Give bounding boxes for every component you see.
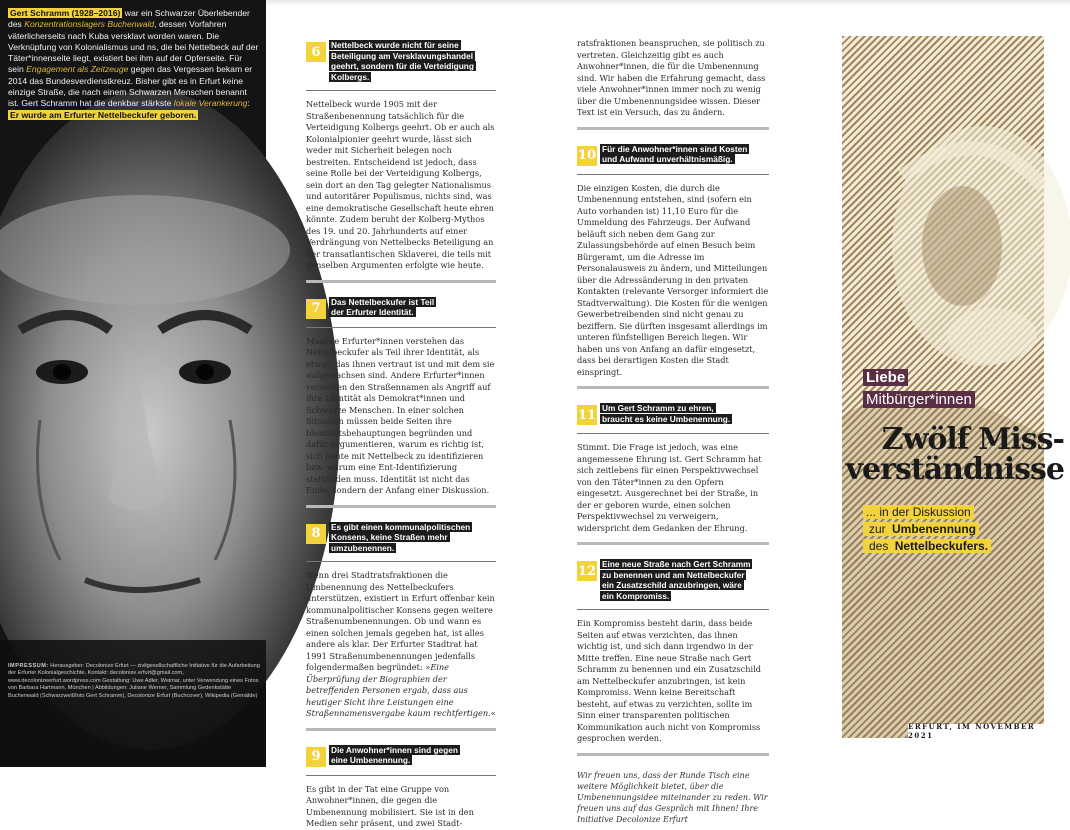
closing-note: Wir freuen uns, dass der Runde Tisch eine weitere Möglichkeit bietet, über die Umbenennungsidee miteinander zu reden. Wir freuen uns auf das Gespräch mit Ihnen! Ihre Initiative Decolonize Erfurt [577,770,768,825]
column-1 [306,40,496,830]
divider [306,775,496,776]
item-body: Stimmt. Die Frage ist jedoch, was eine angemessene Ehrung ist. Gert Schramm hat sich zeitlebens für einen Perspektivwechsel von den Täter*innen zu den Opfern eingesetzt. Ausgerechnet bei der Straße, in der er geboren wurde, einen solchen Perspektivwechsel zu verweigern, widerspricht dem Gedanken der Ehrung. [577,442,762,533]
item-body: Es gibt in der Tat eine Gruppe von Anwohner*innen, die gegen die Umbenennung mobilisiert. Sie ist in den Medien sehr präsent, und zwei Stadt- [306,783,474,828]
greeting-mitbuerger: Mitbürger*innen [863,390,975,410]
divider [306,561,496,562]
divider [306,728,496,731]
item-heading: Für die Anwohner*innen sind Kosten und Aufwand unverhältnismäßig. [602,143,748,164]
intro-highlight: Er wurde am Erfurter Nettelbeckufer geboren. [10,109,197,120]
item-body: Wenn drei Stadtratsfraktionen die Umbenennung des Nettelbeckufers unterstützen, existiert in Erfurt offenbar kein kommunalpolitischer Konsens gegen weitere Straßenumbenennungen. Ob und wann es einen solchen jemals gegeben hat, ist alles andere als klar. Der Erfurter Stadtrat hat 1991 Straßenumbenennungen jedenfalls folgendermaßen begründet: »Eine Überprüfung der Biographien der betreffenden Personen ergab, dass aus heutiger Sicht ihre Leistungen eine Straßennamensvergabe kaum rechtfertigen.« [306,570,496,718]
item-body: Die einzigen Kosten, die durch die Umbenennung entstehen, sind (sofern ein Auto vorhanden ist) 11,10 Euro für die Ummeldung des Fahrzeugs. Der Aufwand beläuft sich neben dem Gang zur Zulassungsbehörde auf einen Besuch beim Bürgeramt, um die Adresse im Personalausweis zu ändern, und Mitteilungen über die Adressänderung in den privaten Kontakten (relevante Versorger informiert die Stadtverwaltung). Die Kosten für die wenigen Gewerbetreibenden sind nicht genau zu beziffern. Sie dürften insgesamt allerdings im unteren fünfstelligen Bereich liegen. Wir haben uns von Anfang an dafür eingesetzt, dass bei derartigen Kosten die Stadt einspringt. [577,182,769,377]
divider [577,753,769,756]
item-8 [306,522,496,731]
divider [577,609,769,610]
item-9 [306,745,496,830]
divider [306,505,496,508]
item-body: Ein Kompromiss besteht darin, dass beide Seiten auf etwas verzichten, das ihnen wichtig ist, und sich dann irgendwo in der Mitte treffen. Eine neue Straße nach Gert Schramm zu benennen und ein Zusatzschild am Nettelbeckufer anzubringen, ist kein Kompromiss. Wenn keine Bereitschaft besteht, auf etwas zu verzichten, sollte im Sinn einer transparenten politischen Kommunikation auch nicht von Kompromiss gesprochen werden. [577,618,761,743]
link-zeitzeuge[interactable]: Engagement als Zeitzeuge [26,64,129,75]
intro-name: Gert Schramm (1928–2016) [10,8,121,18]
divider [577,386,769,389]
item-7 [306,297,496,508]
dateline: ERFURT, IM NOVEMBER 2021 [908,724,1044,738]
item-number: 10 [577,146,597,166]
item-6 [306,40,496,283]
divider [577,433,769,434]
item-11 [577,403,769,545]
subtitle: ... in der Diskussion zur Umbenennung des Nettelbeckufers. [863,504,991,555]
divider [577,174,769,175]
greeting-liebe: Liebe [863,368,908,388]
item-number: 12 [577,561,597,581]
item-number: 6 [306,42,326,62]
item-heading: Eine neue Straße nach Gert Schramm zu benennen und am Nettelbeckufer ein Zusatzschild anzubringen, wäre ein Kompromiss. [602,559,751,601]
item-number: 11 [577,405,597,425]
impressum: IMPRESSUM: Herausgeber: Decolonize Erfurt — zivilgesellschaftliche Initiative für die Aufarbeitung der Erfurter Kolonialgeschichte, Kontakt: decolonize.erfurt@gmail.com, www.decolonizeerfurt.wordpress.com Gestaltung: Uwe Adler, Weimar, unter Verwendung eines Fotos von Barbara Hartmann, München | Abbildungen: Juliane Werner, Sammlung Gedenkstätte Buchenwald (Schwarzweißfoto Gert Schramm), Decolonize Erfurt (Buchcover), Wikipedia (Gemälde) [8,663,260,699]
link-verankerung[interactable]: lokale Verankerung [173,98,248,109]
divider [306,280,496,283]
divider [577,127,769,130]
item-number: 8 [306,524,326,544]
intro-text: Gert Schramm (1928–2016) war ein Schwarzer Überlebender des Konzentrationslagers Buchenwald, dessen Vorfahren väterlicherseits nach Kuba versklavt worden waren. Die Verknüpfung von Kolonialismus und ns, die bei Nettelbeck auf der Täter*innenseite liegt, existiert bei ihm auf der Opferseite. Für sein Engagement als Zeitzeuge gegen das Vergessen bekam er 2014 das Bundesverdienstkreuz. Bisher gibt es in Erfurt keine einzige Straße, die nach einem Schwarzen Menschen benannt ist. Gert Schramm hat die denkbar stärkste lokale Verankerung: Er wurde am Erfurter Nettelbeckufer geboren. [8,8,259,120]
item-number: 9 [306,747,326,767]
item-12 [577,559,769,756]
item-body: Manche Erfurter*innen verstehen das Nettelbeckufer als Teil ihrer Identität, als etwas, das ihnen vertraut ist und mit dem sie aufgewachsen sind. Andere Erfurter*innen verstehen den Straßennamen als Angriff auf ihre Identität als Demokrat*innen und Schwarze Menschen. In einer solchen Situation müssen beide Seiten ihre Identitätsbehauptungen begründen und dafür argumentieren, warum es richtig ist, sich heute mit Nettelbeck zu identifizieren bzw. warum eine Ent-Identifizierung stattfinden muss. Identität ist nicht das Ende, sondern der Anfang einer Diskussion. [306,335,495,495]
top-shadow [266,0,1070,6]
item-heading: Die Anwohner*innen sind gegen eine Umbenennung. [331,744,458,765]
item-9-continued: ratsfraktionen beanspruchen, sie politisch zu vertreten. Gleichzeitig gibt es auch Anwohner*innen, die für die Umbenennung sind. Wir haben die Erfahrung gemacht, dass viele Anwohner*innen immer noch zu wenig über die Umbenennungsidee wissen. Dieser Text ist ein Versuch, das zu ändern. [577,38,766,117]
link-buchenwald[interactable]: Konzentrationslagers Buchenwald [24,19,155,30]
divider [577,542,769,545]
item-heading: Nettelbeck wurde nicht für seine Beteiligung am Versklavungshandel geehrt, sondern für die Verteidigung Kolbergs. [331,40,474,82]
portrait-panel [0,0,266,767]
item-number: 7 [306,299,326,319]
item-heading: Um Gert Schramm zu ehren, braucht es keine Umbenennung. [602,403,731,424]
item-heading: Das Nettelbeckufer ist Teil der Erfurter Identität. [331,296,435,317]
divider [306,90,496,91]
divider [306,327,496,328]
item-heading: Es gibt einen kommunalpolitischen Konsens, keine Straßen mehr umzubenennen. [331,521,471,553]
column-2 [577,38,769,826]
item-body: Nettelbeck wurde 1905 mit der Straßenbenennung tatsächlich für die Verteidigung Kolbergs geehrt. Ob er auch als Kolonialpionier geehrt wurde, lässt sich weder mit Sicherheit belegen noch bestreiten. Entscheidend ist jedoch, dass seine Rolle bei der Verteidigung Kolbergs, sein dort an den Tag gelegter Nationalismus und autoritärer Populismus, nichts sind, was eine demokratische Gesellschaft heute ehren könnte. Zudem beruht der Kolberg-Mythos des 19. und 20. Jahrhunderts auf einer Verdrängung von Nettelbecks Beteiligung an der transatlantischen Sklaverei, die teils mit denselben Argumenten erfolgte wie heute. [306,99,495,270]
page-title: Zwölf Miss- verständnisse [845,422,1064,487]
item-10 [577,144,769,390]
